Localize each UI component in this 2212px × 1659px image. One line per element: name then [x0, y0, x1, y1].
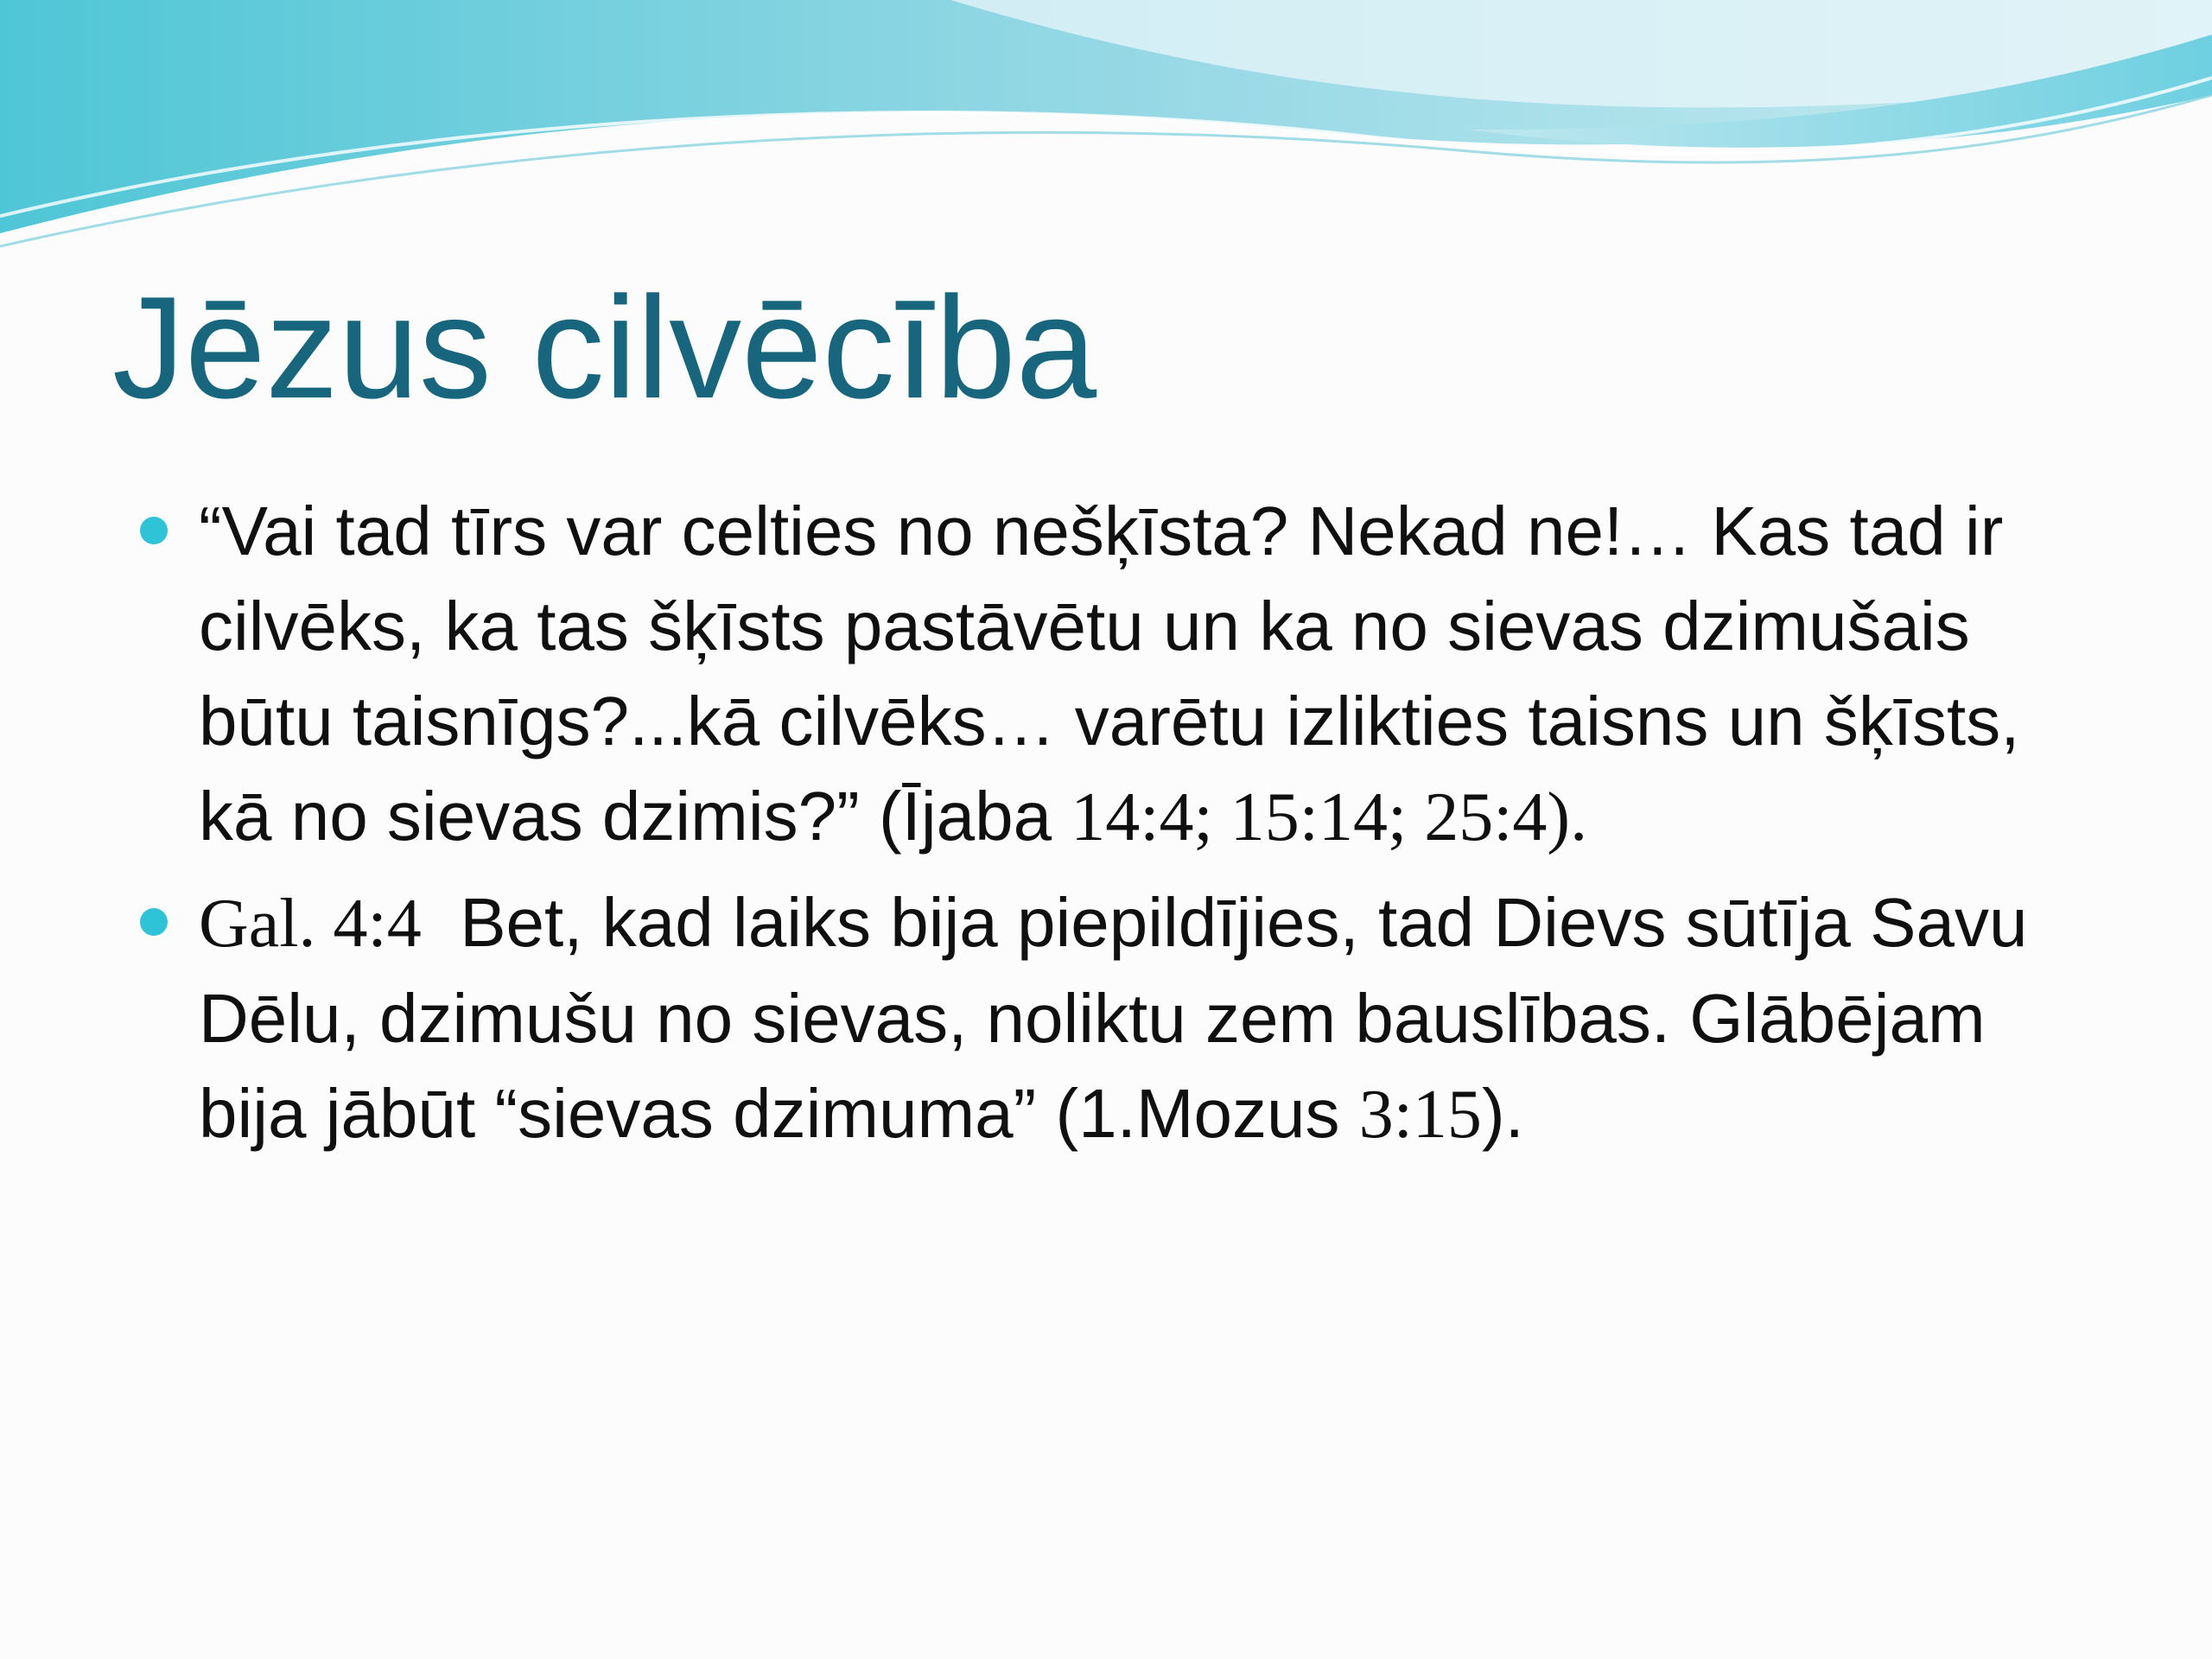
- bible-reference: Gal. 4:4: [199, 886, 422, 962]
- slide-title: Jēzus cilvēcība: [112, 266, 1097, 429]
- bullet-list: [199, 484, 2100, 1173]
- bullet-item: [199, 484, 2100, 865]
- wave-decoration: [0, 0, 2212, 259]
- bible-reference-end: 3:15: [1358, 1077, 1482, 1153]
- bullet-text: “Vai tad tīrs var celties no nešķīsta? Nekad ne!… Kas tad ir cilvēks, ka tas šķīsts pastāvētu un ka no sievas dzimušais būtu taisnīgs?...kā cilvēks… varētu izlikties taisns un šķīsts, kā no sievas dzimis?” (Ījaba: [199, 493, 2020, 855]
- bullet-text: Bet, kad laiks bija piepildījies, tad Dievs sūtīja Savu Dēlu, dzimušu no sievas, noliktu zem bauslības. Glābējam bija jābūt “sievas dzimuma” (1.Mozus: [199, 884, 2047, 1152]
- bullet-dot-icon: [140, 517, 168, 544]
- bullet-item: [199, 875, 2100, 1162]
- bullet-dot-icon: [140, 908, 168, 936]
- bible-reference: 14:4; 15:14; 25:4).: [1071, 779, 1588, 855]
- bullet-closing: ).: [1481, 1075, 1524, 1152]
